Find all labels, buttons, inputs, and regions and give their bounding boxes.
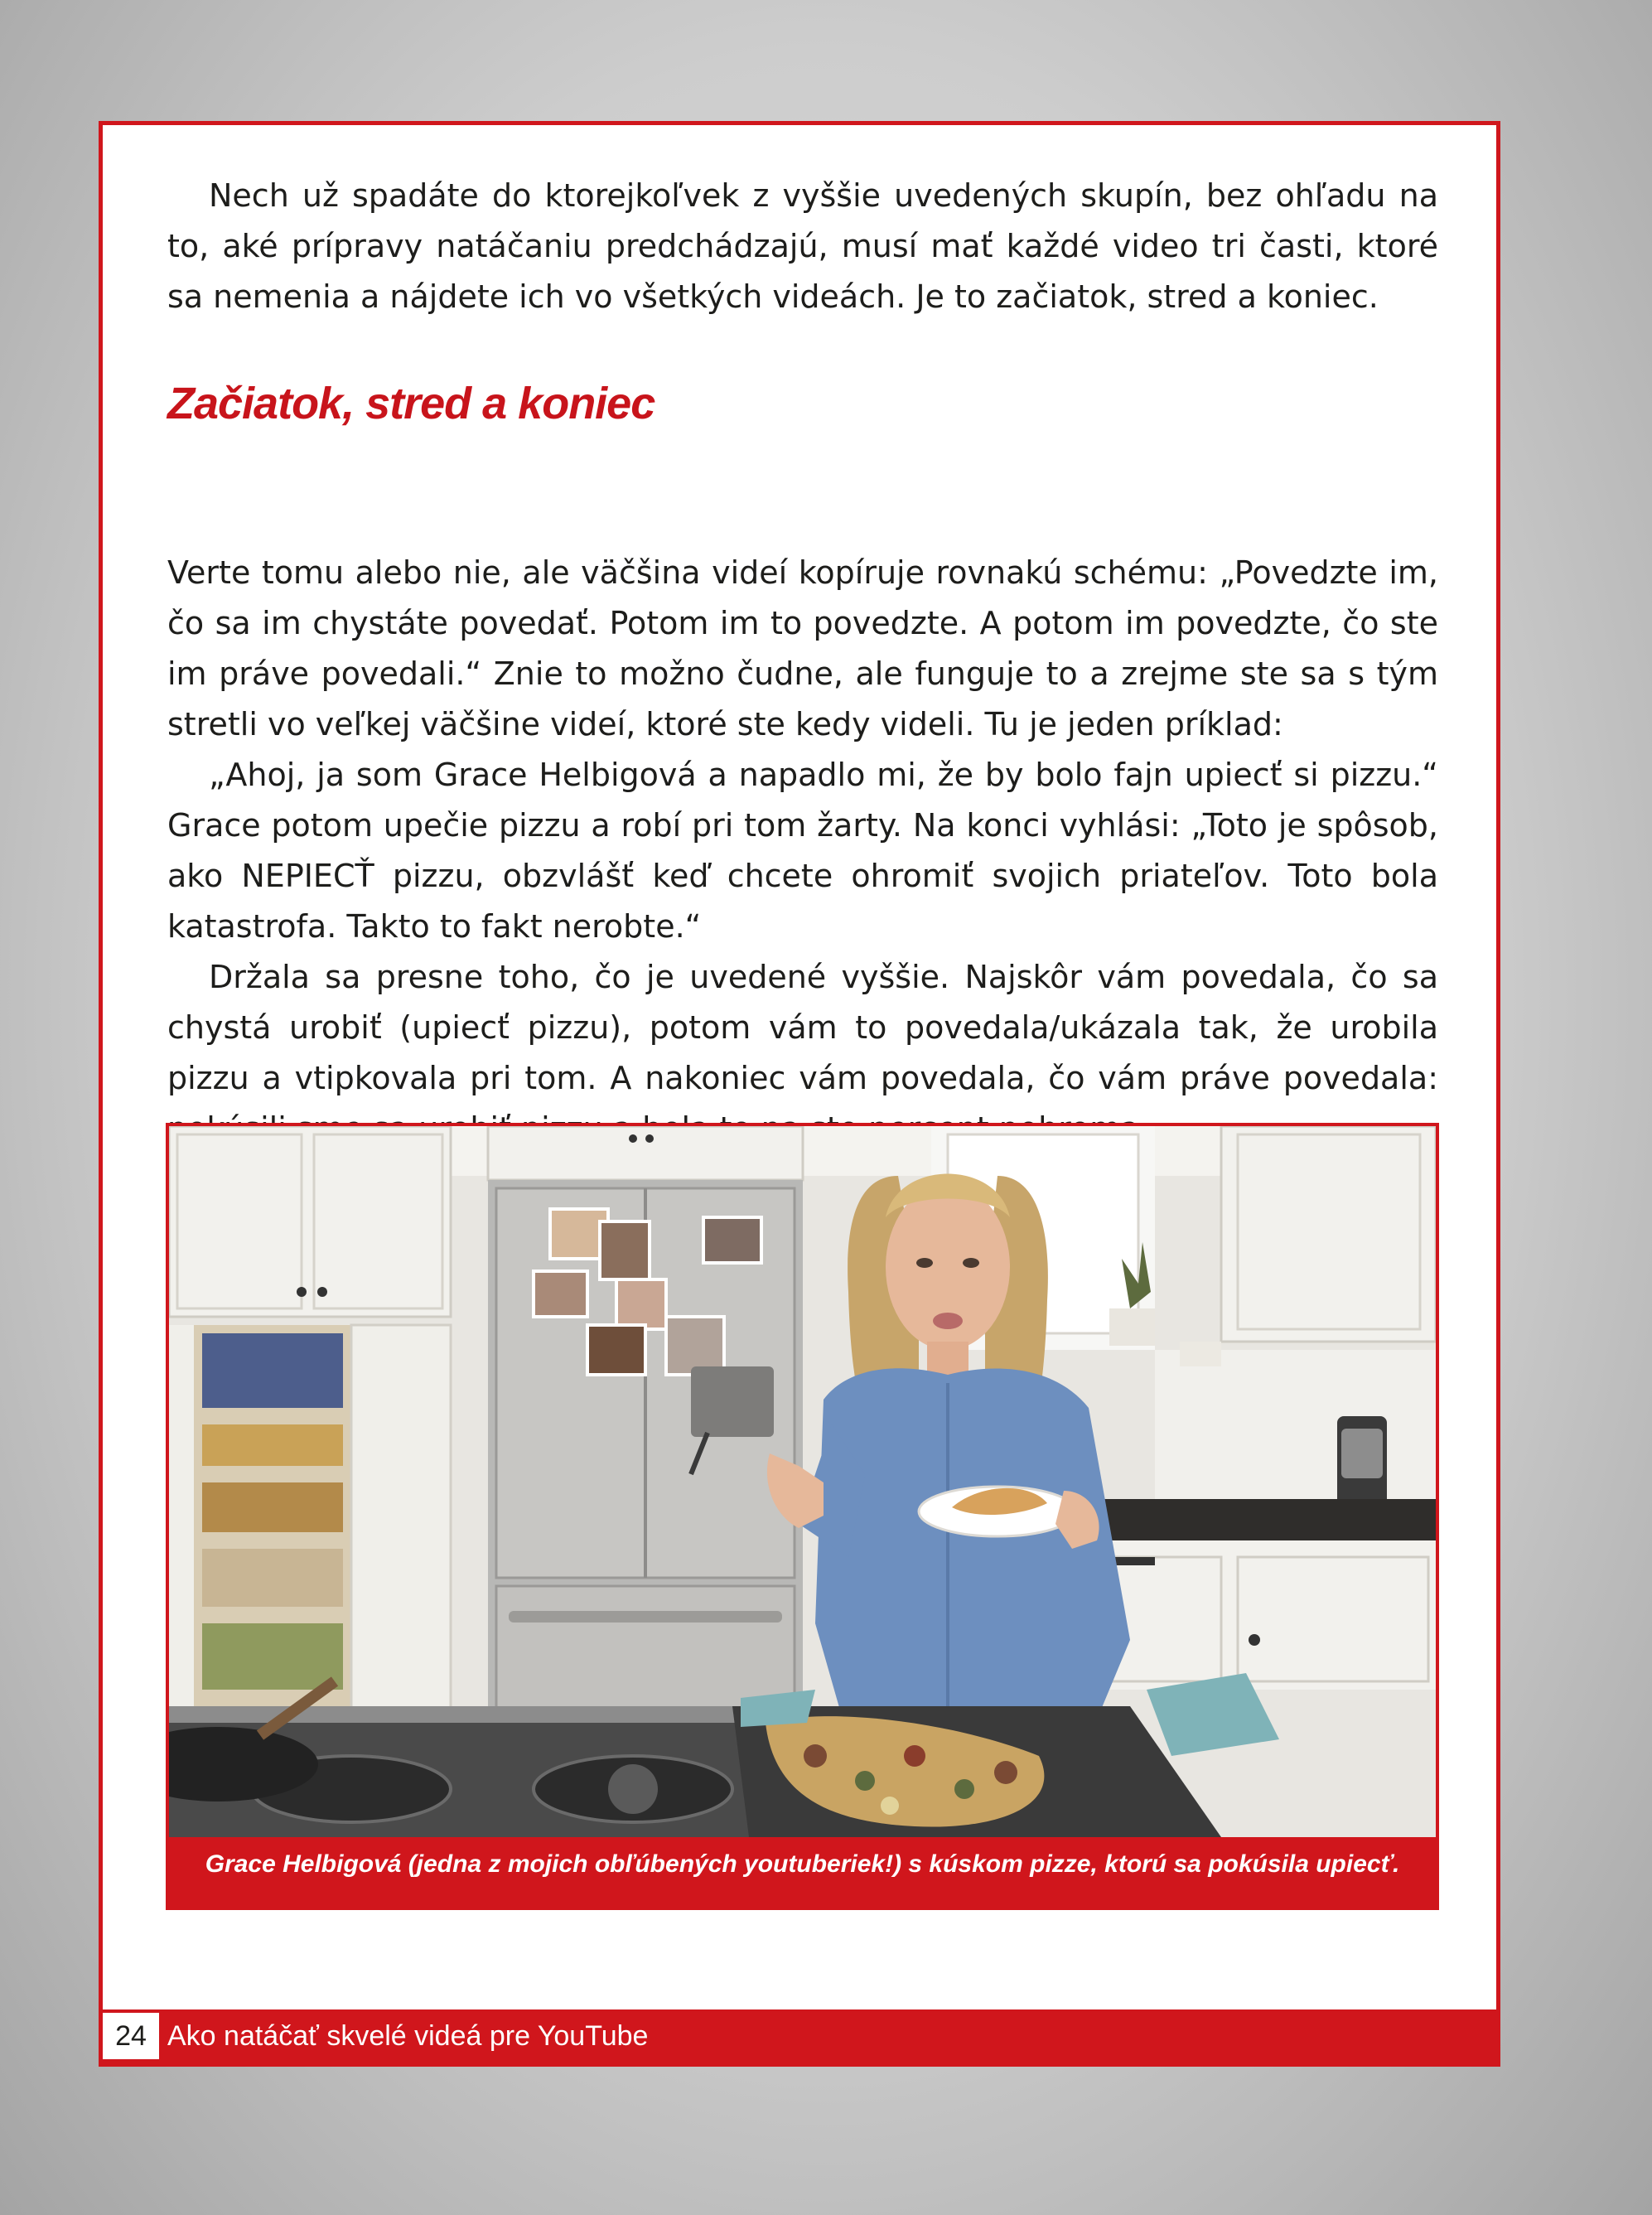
section-heading: Začiatok, stred a koniec xyxy=(167,379,655,428)
section-text xyxy=(167,548,1438,1154)
paragraph-1: Verte tomu alebo nie, ale väčšina videí kopíruje rovnakú schému: „Povedzte im, čo sa im chystáte povedať. Potom im to povedzte. A potom im povedzte, čo ste im práve povedali.“ Znie to možno čudne, ale funguje to a zrejme ste sa s tým stretli vo veľkej väčšine videí, ktoré ste kedy videli. Tu je jeden príklad: xyxy=(167,554,1438,742)
page-footer xyxy=(103,2009,1496,2063)
page-number: 24 xyxy=(103,2013,162,2059)
figure-photo xyxy=(166,1123,1439,1910)
book-title: Ako natáčať skvelé videá pre YouTube xyxy=(167,2019,649,2052)
figure-caption: Grace Helbigová (jedna z mojich obľúbených youtuberiek!) s kúskom pizze, ktorú sa pokúsila upiecť. xyxy=(169,1837,1436,1910)
paragraph-2: „Ahoj, ja som Grace Helbigová a napadlo mi, že by bolo fajn upiecť si pizzu.“ Grace potom upečie pizzu a robí pri tom žarty. Na konci vyhlási: „Toto je spôsob, ako NEPIECŤ pizzu, obzvlášť keď chcete ohromiť svojich priateľov. Toto bola katastrofa. Takto to fakt nerobte.“ xyxy=(167,757,1438,945)
paragraph-3: Držala sa presne toho, čo je uvedené vyššie. Najskôr vám povedala, čo sa chystá urobiť (upiecť pizzu), potom vám to povedala/ukázala tak, že urobila pizzu a vtipkovala pri tom. A nakoniec vám povedala, čo vám práve povedala: xyxy=(167,959,1438,1096)
book-page xyxy=(99,121,1500,2067)
intro-paragraph: Nech už spadáte do ktorejkoľvek z vyššie uvedených skupín, bez ohľadu na to, aké prípravy natáčaniu predchádzajú, musí mať každé video tri časti, ktoré sa nemenia a nájdete ich vo všetkých videách. Je to začiatok, stred a koniec. xyxy=(167,177,1438,315)
intro-text xyxy=(167,171,1438,322)
kitchen-photo xyxy=(169,1126,1436,1837)
